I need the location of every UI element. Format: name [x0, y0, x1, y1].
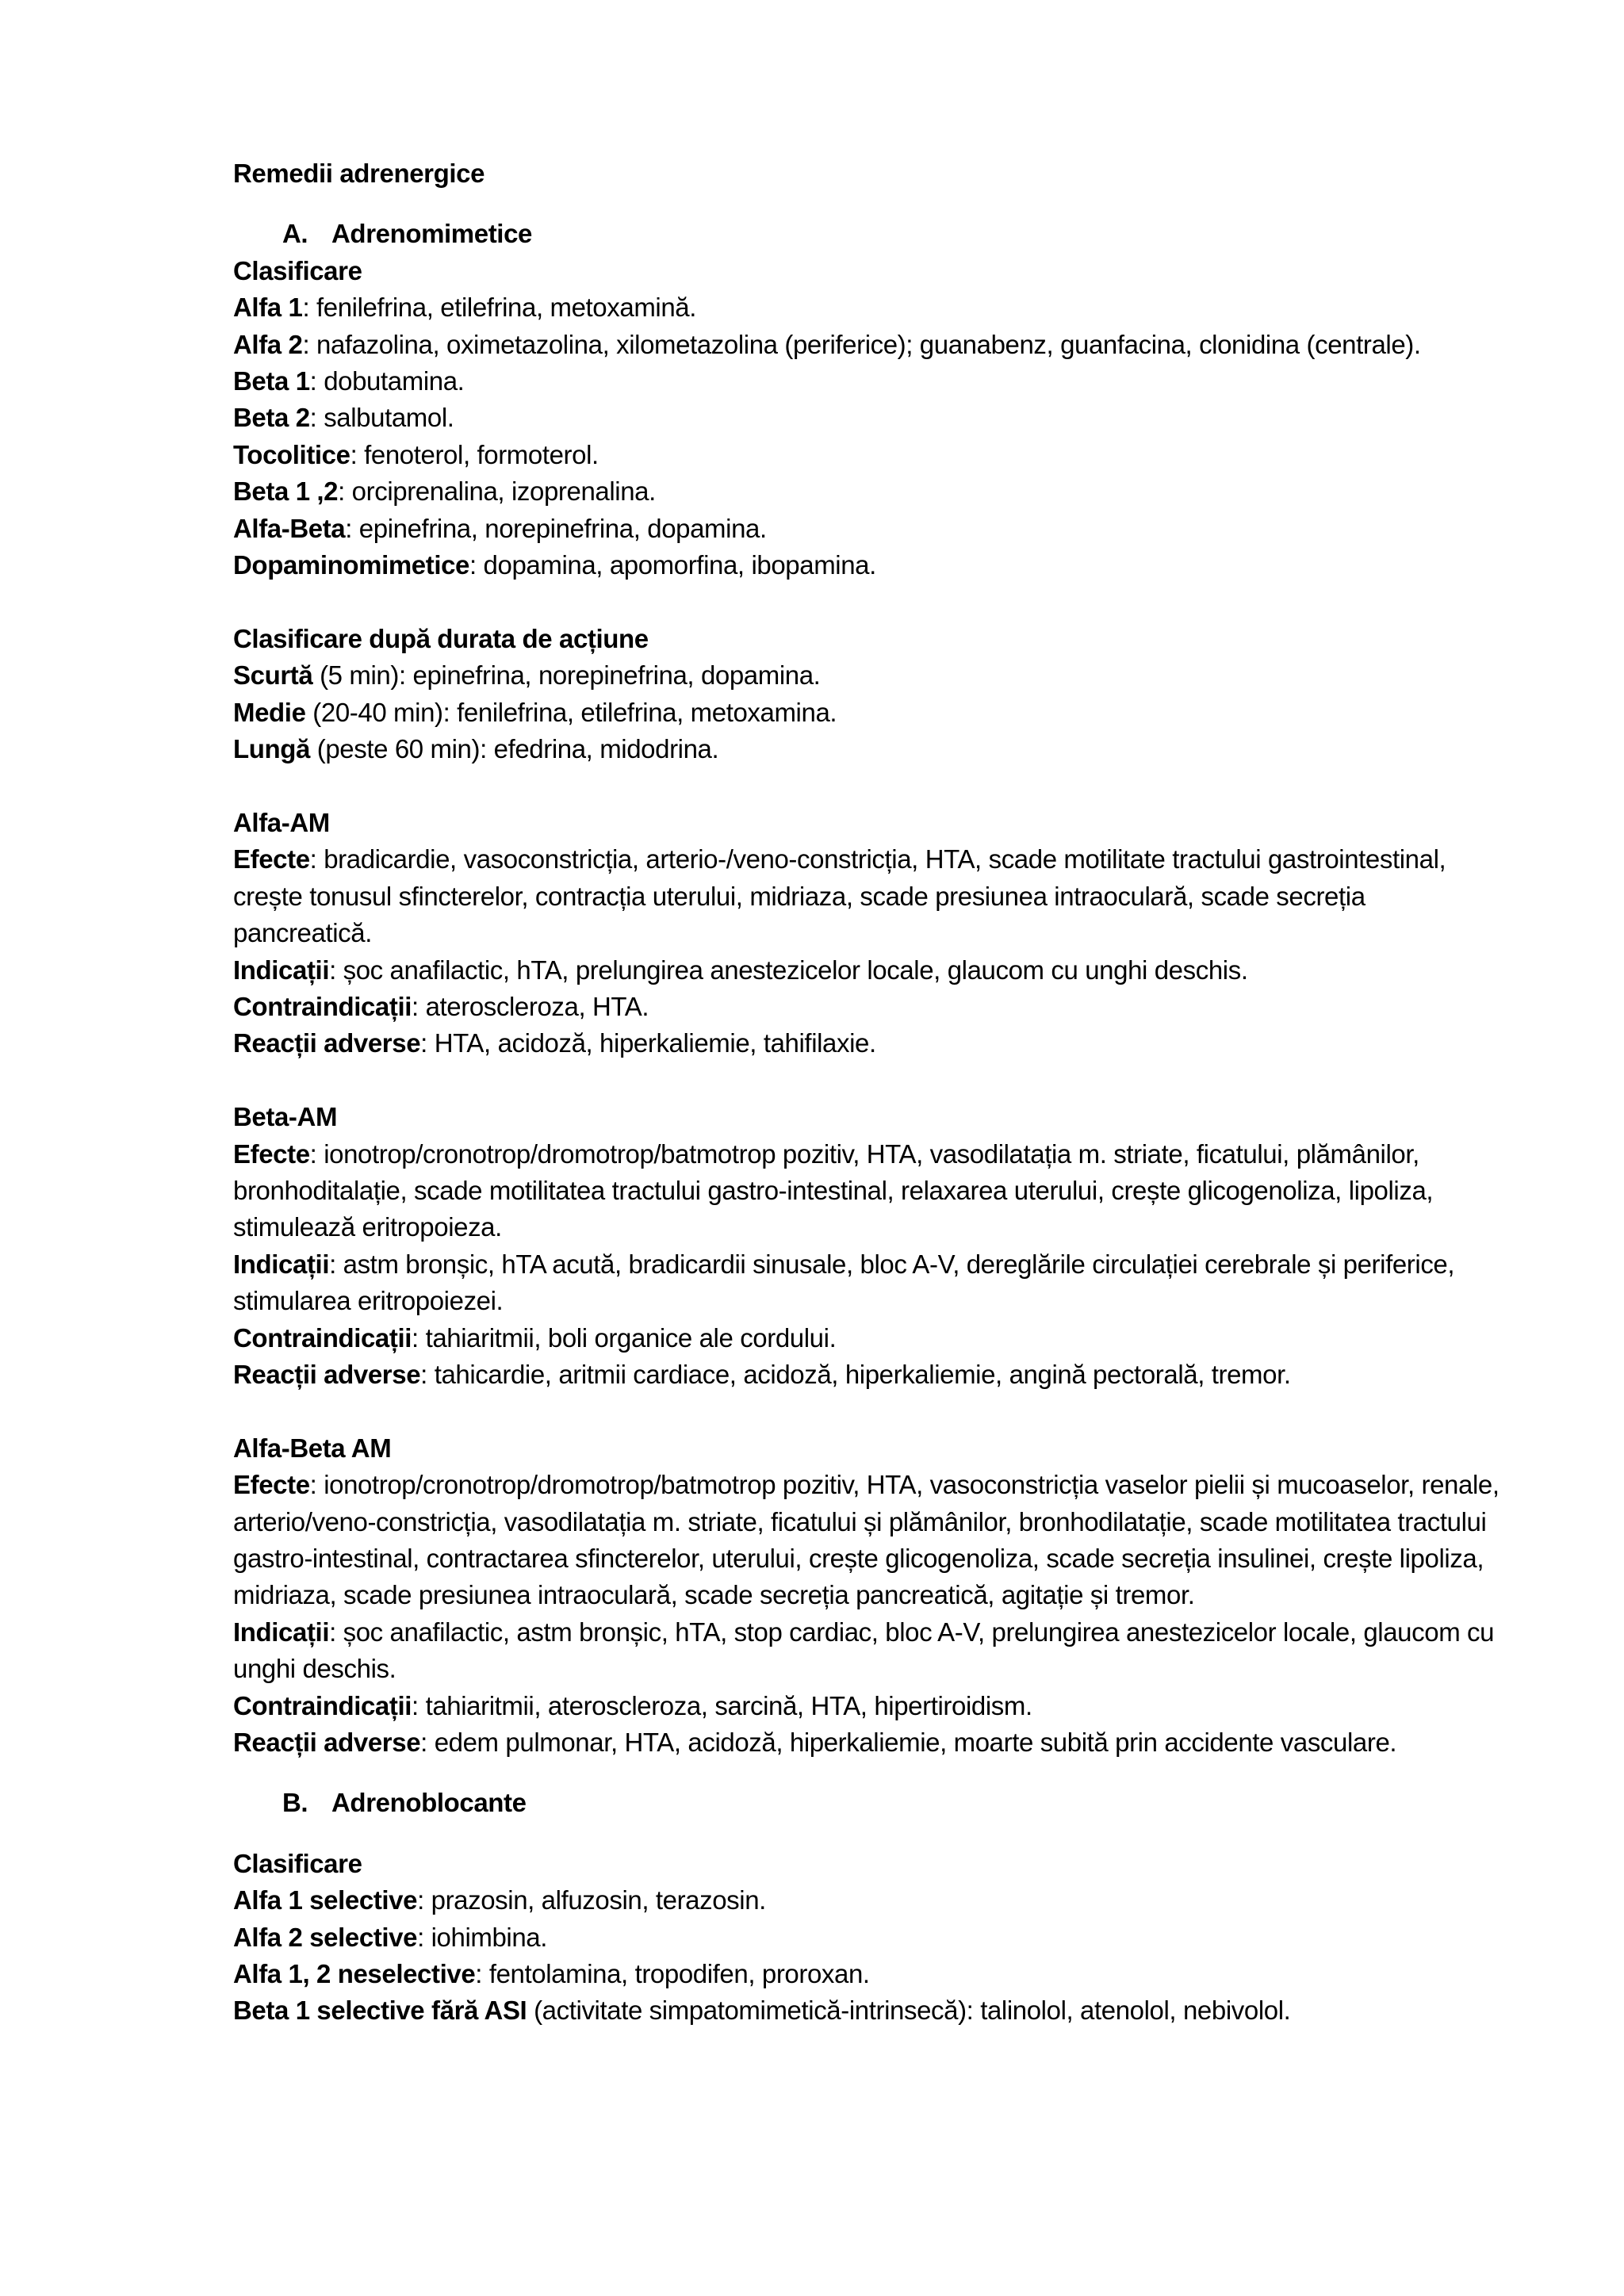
list-item: Contraindicații: tahiaritmii, ateroscleroza, sarcină, HTA, hipertiroidism.: [233, 1690, 1032, 1720]
list-item: Efecte: bradicardie, vasoconstricția, arterio-/veno-constricția, HTA, scade motilitate tractului gastrointestinal, crește tonusul sfincterelor, contracția uterului, midriaza, scade presiunea intraoculară, scade secreția pancreatică.: [233, 844, 1454, 948]
list-item: Indicații: șoc anafilactic, hTA, prelungirea anestezicelor locale, glaucom cu unghi deschis.: [233, 955, 1248, 985]
list-item: Alfa 1 selective: prazosin, alfuzosin, terazosin.: [233, 1885, 766, 1915]
list-item: Alfa-Beta: epinefrina, norepinefrina, dopamina.: [233, 513, 767, 543]
durata-heading: Clasificare după durata de acțiune: [233, 623, 649, 653]
list-item: Dopaminomimetice: dopamina, apomorfina, ibopamina.: [233, 550, 876, 580]
section-a-letter: A.: [282, 219, 308, 249]
alfa-beta-am-heading: Alfa-Beta AM: [233, 1433, 392, 1463]
beta-am-heading: Beta-AM: [233, 1102, 338, 1132]
list-item: Beta 1 selective fără ASI (activitate simpatomimetică-intrinsecă): talinolol, atenolol, nebivolol.: [233, 1996, 1291, 2026]
list-item: Alfa 2: nafazolina, oximetazolina, xilometazolina (periferice); guanabenz, guanfacina, clonidina (centrale).: [233, 329, 1421, 359]
list-item: Contraindicații: ateroscleroza, HTA.: [233, 991, 649, 1021]
list-item: Alfa 1: fenilefrina, etilefrina, metoxamină.: [233, 293, 697, 323]
list-item: Beta 1: dobutamina.: [233, 366, 465, 396]
section-a-title: Adrenomimetice: [331, 219, 532, 249]
list-item: Scurtă (5 min): epinefrina, norepinefrina, dopamina.: [233, 660, 821, 691]
clasificare-b-heading: Clasificare: [233, 1848, 362, 1878]
list-item: Alfa 2 selective: iohimbina.: [233, 1922, 548, 1952]
list-item: Alfa 1, 2 neselective: fentolamina, tropodifen, proroxan.: [233, 1959, 870, 1989]
section-b-heading: [233, 1785, 1502, 1821]
list-item: Contraindicații: tahiaritmii, boli organice ale cordului.: [233, 1322, 837, 1353]
list-item: Beta 1 ,2: orciprenalina, izoprenalina.: [233, 476, 656, 507]
document-body: [233, 155, 1507, 2030]
list-item: Efecte: ionotrop/cronotrop/dromotrop/batmotrop pozitiv, HTA, vasodilatația m. striate, ficatului, plămânilor, bronhoditalație, scade motilitatea tractului gastro-intestinal, relaxarea uterului, crește glicogenoliza, lipoliza, stimulează eritropoieza.: [233, 1138, 1440, 1242]
alfa-am-heading: Alfa-AM: [233, 807, 330, 837]
list-item: Reacții adverse: HTA, acidoză, hiperkaliemie, tahifilaxie.: [233, 1028, 876, 1058]
clasificare-heading: Clasificare: [233, 255, 362, 285]
document-title: Remedii adrenergice: [233, 159, 485, 188]
list-item: Reacții adverse: edem pulmonar, HTA, acidoză, hiperkaliemie, moarte subită prin accidente vasculare.: [233, 1728, 1397, 1757]
list-item: Beta 2: salbutamol.: [233, 403, 454, 433]
list-item: Lungă (peste 60 min): efedrina, midodrina.: [233, 734, 719, 764]
list-item: Tocolitice: fenoterol, formoterol.: [233, 439, 599, 469]
list-item: Medie (20-40 min): fenilefrina, etilefrina, metoxamina.: [233, 697, 837, 727]
list-item: Indicații: astm bronșic, hTA acută, bradicardii sinusale, bloc A-V, dereglările circulației cerebrale și periferice, stimularea eritropoiezei.: [233, 1249, 1461, 1316]
list-item: Reacții adverse: tahicardie, aritmii cardiace, acidoză, hiperkaliemie, angină pectorală, tremor.: [233, 1359, 1291, 1389]
section-b-title: Adrenoblocante: [331, 1788, 527, 1818]
list-item: Efecte: ionotrop/cronotrop/dromotrop/batmotrop pozitiv, HTA, vasoconstricția vaselor pielii și mucoaselor, renale, arterio/veno-constricția, vasodilatația m. striate, ficatului și plămânilor, bronhodilatație, scade motilitatea tractului gastro-intestinal, contractarea sfincterelor, uterului, crește glicogenoliza, scade secreția insulinei, crește lipoliza, midriaza, scade presiunea intraoculară, scade secreția pancreatică, agitație și tremor.: [233, 1470, 1507, 1610]
list-item: Indicații: șoc anafilactic, astm bronșic, hTA, stop cardiac, bloc A-V, prelungirea anestezicelor locale, glaucom cu unghi deschis.: [233, 1617, 1501, 1684]
section-a-heading: [233, 216, 1502, 252]
section-b-letter: B.: [282, 1788, 308, 1818]
